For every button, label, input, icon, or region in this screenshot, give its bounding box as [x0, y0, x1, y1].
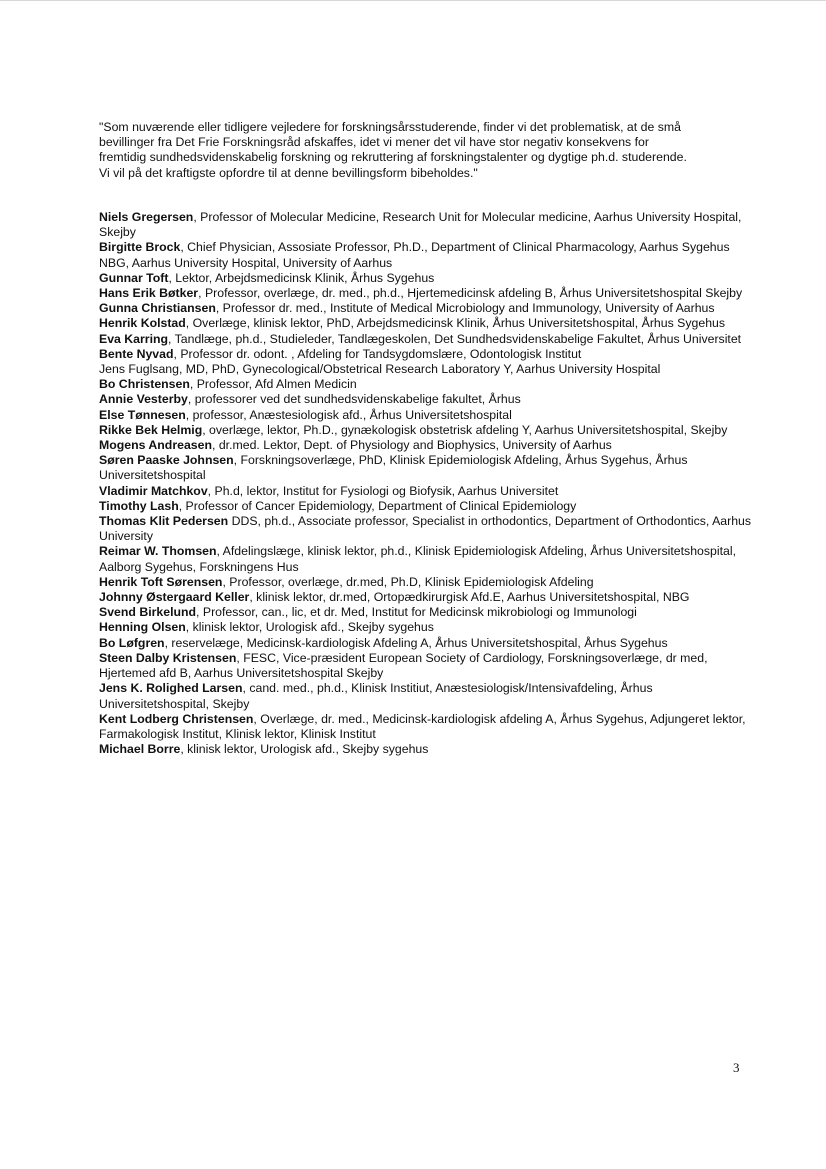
signatory-details: , klinisk lektor, Urologisk afd., Skejby sygehus	[185, 620, 434, 635]
signatory-details: , FESC, Vice-præsident European Society of Cardiology, Forskningsoverlæge, dr med, Hjertemed afd B, Aarhus Universitetshospital Skejby	[99, 650, 708, 681]
signatory-entry	[99, 651, 759, 681]
signatory-entry	[99, 392, 759, 407]
signatory-entry	[99, 271, 759, 286]
signatory-entry	[99, 362, 759, 377]
signatory-details: , Professor dr. med., Institute of Medical Microbiology and Immunology, University of Aarhus	[215, 301, 715, 316]
signatory-entry	[99, 681, 759, 711]
signatory-entry	[99, 377, 759, 392]
signatory-name: Henrik Kolstad	[99, 316, 186, 331]
signatory-name: Søren Paaske Johnsen	[99, 453, 234, 468]
signatory-entry	[99, 499, 759, 514]
signatory-name: Niels Gregersen	[99, 210, 194, 224]
signatory-name: Thomas Klit Pedersen	[99, 514, 229, 529]
signatory-name: Birgitte Brock	[99, 240, 181, 255]
signatory-details: , professorer ved det sundhedsvidenskabelige fakultet, Århus	[187, 392, 521, 407]
signatory-details: , overlæge, lektor, Ph.D., gynækologisk obstetrisk afdeling Y, Aarhus Universitetshospital, Skejby	[202, 422, 728, 437]
signatory-entry	[99, 408, 759, 423]
page-number: 3	[733, 1060, 740, 1075]
signatory-entry	[99, 210, 759, 240]
signatory-name: Hans Erik Bøtker	[99, 286, 199, 301]
signatory-name: Rikke Bek Helmig	[99, 422, 203, 437]
signatory-entry	[99, 712, 759, 742]
signatory-details: , Overlæge, dr. med., Medicinsk-kardiologisk afdeling A, Århus Sygehus, Adjungeret lektor, Farmakologisk Institut, Klinisk lektor, Klinisk Institut	[99, 711, 746, 741]
signatory-details: Jens Fuglsang, MD, PhD, Gynecological/Obstetrical Research Laboratory Y, Aarhus University Hospital	[99, 362, 661, 377]
signatory-entry	[99, 620, 759, 635]
signatory-name: Michael Borre	[99, 742, 181, 757]
quote-paragraph: "Som nuværende eller tidligere vejledere for forskningsårsstuderende, finder vi det problematisk, at de små bevillinger fra Det Frie Forskningsråd afskaffes, idet vi mener det vil have stor negativ konsekvens for fremtidig sundhedsvidenskabelig forskning og rekruttering af forskningstalenter og dygtige ph.d. studerende. Vi vil på det kraftigste opfordre til at denne bevillingsform bibeholdes."	[99, 120, 687, 180]
signatory-entry	[99, 347, 759, 362]
signatory-name: Gunna Christiansen	[99, 301, 216, 316]
signatory-list	[99, 210, 759, 757]
signatory-entry	[99, 332, 759, 347]
signatory-details: DDS, ph.d., Associate professor, Specialist in orthodontics, Department of Orthodontics, Aarhus University	[99, 514, 752, 544]
signatory-name: Timothy Lash	[99, 498, 179, 513]
signatory-entry	[99, 605, 759, 620]
signatory-name: Johnny Østergaard Keller	[99, 590, 250, 605]
signatory-name: Henning Olsen	[99, 620, 186, 635]
signatory-name: Bo Løfgren	[99, 635, 165, 650]
signatory-entry	[99, 514, 759, 544]
signatory-details: , dr.med. Lektor, Dept. of Physiology and Biophysics, University of Aarhus	[211, 438, 612, 453]
signatory-name: Vladimir Matchkov	[99, 483, 208, 498]
signatory-name: Else Tønnesen	[99, 407, 186, 422]
signatory-name: Mogens Andreasen	[99, 438, 212, 453]
signatory-entry	[99, 636, 759, 651]
top-rule	[0, 0, 826, 1]
signatory-entry	[99, 575, 759, 590]
signatory-name: Bo Christensen	[99, 377, 190, 392]
signatory-entry	[99, 453, 759, 483]
signatory-entry	[99, 742, 759, 757]
signatory-details: , Tandlæge, ph.d., Studieleder, Tandlægeskolen, Det Sundhedsvidenskabelige Fakultet, Århus Universitet	[168, 331, 742, 346]
signatory-name: Annie Vesterby	[99, 392, 188, 407]
signatory-details: , Lektor, Arbejdsmedicinsk Klinik, Århus Sygehus	[168, 270, 435, 285]
signatory-entry	[99, 301, 759, 316]
signatory-details: , klinisk lektor, dr.med, Ortopædkirurgisk Afd.E, Aarhus Universitetshospital, NBG	[249, 590, 690, 605]
signatory-name: Reimar W. Thomsen	[99, 544, 217, 559]
signatory-details: , Afdelingslæge, klinisk lektor, ph.d., Klinisk Epidemiologisk Afdeling, Århus Universitetshospital, Aalborg Sygehus, Forskningens Hus	[99, 544, 736, 574]
signatory-details: , Chief Physician, Assosiate Professor, Ph.D., Department of Clinical Pharmacology, Aarhus Sygehus NBG, Aarhus University Hospital, University of Aarhus	[99, 240, 730, 270]
signatory-name: Henrik Toft Sørensen	[99, 574, 223, 589]
signatory-details: , Professor, Afd Almen Medicin	[189, 377, 357, 392]
signatory-name: Svend Birkelund	[99, 605, 197, 620]
signatory-details: , Ph.d, lektor, Institut for Fysiologi og Biofysik, Aarhus Universitet	[207, 483, 559, 498]
signatory-details: , Professor of Cancer Epidemiology, Department of Clinical Epidemiology	[178, 498, 577, 513]
signatory-details: , Professor, overlæge, dr.med, Ph.D, Klinisk Epidemiologisk Afdeling	[222, 574, 594, 589]
signatory-entry	[99, 484, 759, 499]
signatory-details: , klinisk lektor, Urologisk afd., Skejby sygehus	[180, 742, 429, 757]
signatory-details: , professor, Anæstesiologisk afd., Århus Universitetshospital	[185, 407, 512, 422]
signatory-name: Kent Lodberg Christensen	[99, 711, 254, 726]
signatory-entry	[99, 544, 759, 574]
signatory-entry	[99, 590, 759, 605]
signatory-entry	[99, 423, 759, 438]
signatory-details: , Forskningsoverlæge, PhD, Klinisk Epidemiologisk Afdeling, Århus Sygehus, Århus Universitetshospital	[99, 453, 688, 483]
signatory-entry	[99, 286, 759, 301]
signatory-details: , Professor, can., lic, et dr. Med, Institut for Medicinsk mikrobiologi og Immunologi	[196, 605, 637, 620]
signatory-entry	[99, 438, 759, 453]
signatory-name: Eva Karring	[99, 331, 169, 346]
signatory-details: , Professor, overlæge, dr. med., ph.d., Hjertemedicinsk afdeling B, Århus Universitetshospital Skejby	[198, 286, 743, 301]
signatory-details: , reservelæge, Medicinsk-kardiologisk Afdeling A, Århus Universitetshospital, Århus Sygehus	[164, 635, 668, 650]
signatory-details: , Professor dr. odont. , Afdeling for Tandsygdomslære, Odontologisk Institut	[173, 346, 582, 361]
signatory-details: , Professor of Molecular Medicine, Research Unit for Molecular medicine, Aarhus University Hospital, Skejby	[99, 210, 742, 240]
signatory-name: Gunnar Toft	[99, 270, 169, 285]
signatory-entry	[99, 316, 759, 331]
signatory-entry	[99, 240, 759, 270]
signatory-name: Jens K. Rolighed Larsen	[99, 681, 243, 696]
signatory-details: , cand. med., ph.d., Klinisk Institiut, Anæstesiologisk/Intensivafdeling, Århus Universitetshospital, Skejby	[99, 681, 653, 711]
signatory-name: Steen Dalby Kristensen	[99, 650, 237, 665]
signatory-name: Bente Nyvad	[99, 346, 174, 361]
signatory-details: , Overlæge, klinisk lektor, PhD, Arbejdsmedicinsk Klinik, Århus Universitetshospital, Århus Sygehus	[185, 316, 726, 331]
